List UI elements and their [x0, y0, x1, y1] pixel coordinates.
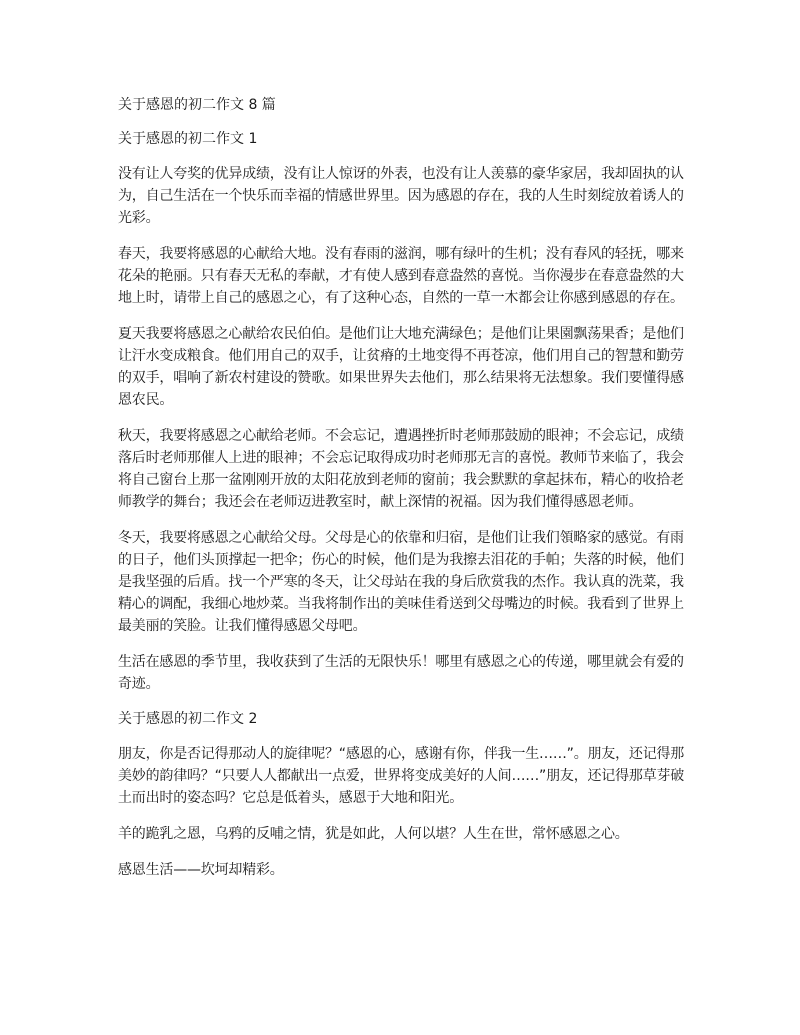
paragraph: 朋友，你是否记得那动人的旋律呢？“感恩的心，感谢有你，伴我一生……”。朋友，还记得那美妙的韵律吗？“只要人人都献出一点爱，世界将变成美好的人间……”朋友，还记得那草芽破土而出时的姿态吗？它总是低着头，感恩于大地和阳光。: [118, 746, 685, 806]
paragraph: 感恩生活——坎坷却精彩。: [118, 862, 284, 878]
document-title: 关于感恩的初二作文 8 篇: [118, 97, 276, 113]
paragraph: 冬天，我要将感恩之心献给父母。父母是心的依靠和归宿，是他们让我们領略家的感觉。有雨的日子，他们头顶撑起一把伞；伤心的时候，他们是为我擦去泪花的手帕；失落的时候，他们是我坚强的后盾。找一个严寒的冬天，让父母站在我的身后欣赏我的杰作。我认真的洗菜，我精心的调配，我细心地炒菜。当我将制作出的美味佳肴送到父母嘴边的时候。我看到了世界上最美丽的笑脸。让我们懂得感恩父母吧。: [118, 530, 684, 634]
paragraph: 夏天我要将感恩之心献给农民伯伯。是他们让大地充满绿色；是他们让果園飘荡果香；是他们让汗水变成粮食。他们用自己的双手，让贫瘠的土地变得不再苍凉，他们用自己的智慧和勤劳的双手，唱响了新农村建设的赞歌。如果世界失去他们，那么结果将无法想象。我们要懂得感恩农民。: [118, 326, 684, 408]
paragraph: 没有让人夸奖的优异成绩，没有让人惊讶的外表，也没有让人羡慕的豪华家居，我却固执的认为，自己生活在一个快乐而幸福的情感世界里。因为感恩的存在，我的人生时刻绽放着诱人的光彩。: [118, 166, 684, 226]
paragraph: 生活在感恩的季节里，我收获到了生活的无限快乐！哪里有感恩之心的传递，哪里就会有爱的奇迹。: [118, 654, 684, 692]
section-heading: 关于感恩的初二作文 2: [118, 711, 258, 727]
paragraph: 春天，我要将感恩的心献给大地。没有春雨的滋润，哪有绿叶的生机；没有春风的轻抚，哪来花朵的艳丽。只有春天无私的奉献，才有使人感到春意盎然的喜悦。当你漫步在春意盎然的大地上时，请带上自己的感恩之心，有了这种心态，自然的一草一木都会让你感到感恩的存在。: [118, 246, 684, 306]
section-heading: 关于感恩的初二作文 1: [118, 131, 258, 147]
document-page: [118, 95, 686, 895]
paragraph: 秋天，我要将感恩之心献给老师。不会忘记，遭遇挫折时老师那鼓励的眼神；不会忘记，成绩落后时老师那催人上进的眼神；不会忘记取得成功时老师那无言的喜悦。教师节来临了，我会将自己窗台上那一盆刚刚开放的太阳花放到老师的窗前；我会默默的拿起抹布，精心的收拾老师教学的舞台；我还会在老师迈进教室时，献上深情的祝福。因为我们懂得感恩老师。: [118, 428, 684, 510]
paragraph: 羊的跪乳之恩，乌鸦的反哺之情，犹是如此，人何以堪？人生在世，常怀感恩之心。: [118, 826, 629, 842]
